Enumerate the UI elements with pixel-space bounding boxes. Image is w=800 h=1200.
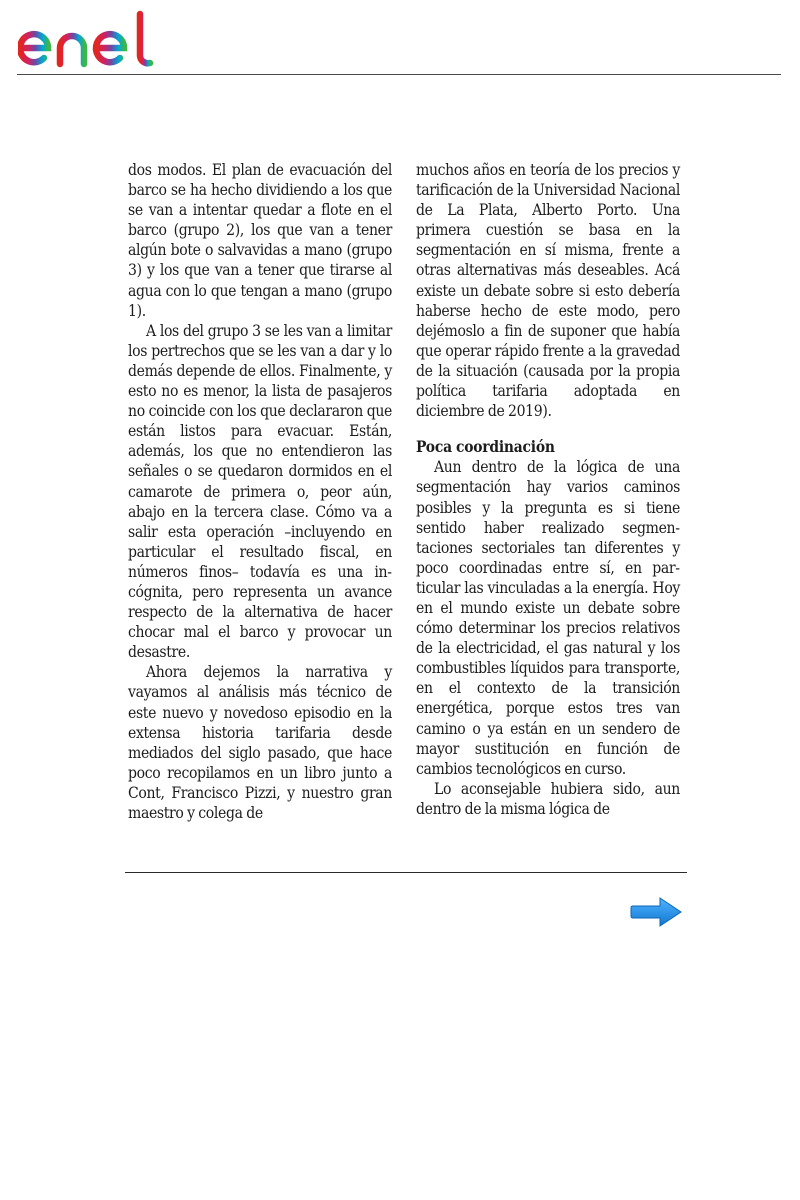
article-paragraph: dos modos. El plan de evacuación del barco se ha hecho dividiendo a los que se van a intentar quedar a flote en el barco (grupo 2), los que van a tener algún bote o salvavidas a mano (grupo 3) y los que van a tener que tirarse al agua con lo que tengan a mano (grupo 1). xyxy=(128,161,392,320)
article-paragraph: A los del grupo 3 se les van a limitar los pertrechos que se les van a dar y lo demás depende de ellos. Finalmente, y esto no es menor, la lista de pasajeros no coincide con los que declararon que están listos para evacuar. Están, además, los que no entendieron las señales o se quedaron dormidos en el camarote de primera o, peor aún, abajo en la tercera clase. Cómo va a salir esta operación –incluyendo en particular el resultado fiscal, en números finos– todavía es una incógnita, pero representa un avance respecto de la alternativa de hacer chocar mal el barco y provocar un desastre. xyxy=(128,321,392,662)
article-column-right xyxy=(416,160,680,819)
article-bottom-divider xyxy=(125,872,687,873)
section-subheading: Poca coordinación xyxy=(416,438,555,457)
article-column-left xyxy=(128,160,392,823)
arrow-right-icon[interactable] xyxy=(630,895,684,929)
article-paragraph: muchos años en teoría de los precios y tarificación de la Universidad Nacional de La Plata, Alberto Porto. Una primera cuestión se basa en la segmentación en sí misma, frente a otras alternativas más deseables. Acá existe un debate sobre si esto debería haberse hecho de este modo, pero dejémoslo a fin de suponer que había que operar rápido frente a la gravedad de la situación (causada por la propia política tarifaria adoptada en diciembre de 2019). xyxy=(416,161,680,421)
header-divider xyxy=(17,74,781,75)
enel-logo xyxy=(18,8,178,68)
article-paragraph: Ahora dejemos la narrativa y vayamos al análisis más técnico de este nuevo y novedoso episodio en la extensa historia tarifaria desde mediados del siglo pasado, que hace poco recopilamos en un libro junto a Cont, Francisco Pizzi, y nuestro gran maestro y colega de xyxy=(128,663,392,822)
article-paragraph: Aun dentro de la lógica de una segmentación hay varios caminos posibles y la pregunta es si tiene sentido haber realizado segmentaciones sectoriales tan diferentes y poco coordinadas entre sí, en particular las vinculadas a la energía. Hoy en el mundo existe un debate sobre cómo determinar los precios relativos de la electricidad, el gas natural y los combustibles líquidos para transporte, en el contexto de la transición energética, porque estos tres van camino o ya están en un sendero de mayor sustitución en función de cambios tecnológicos en curso. xyxy=(416,458,680,778)
article-paragraph: Lo aconsejable hubiera sido, aun dentro de la misma lógica de xyxy=(416,779,680,818)
